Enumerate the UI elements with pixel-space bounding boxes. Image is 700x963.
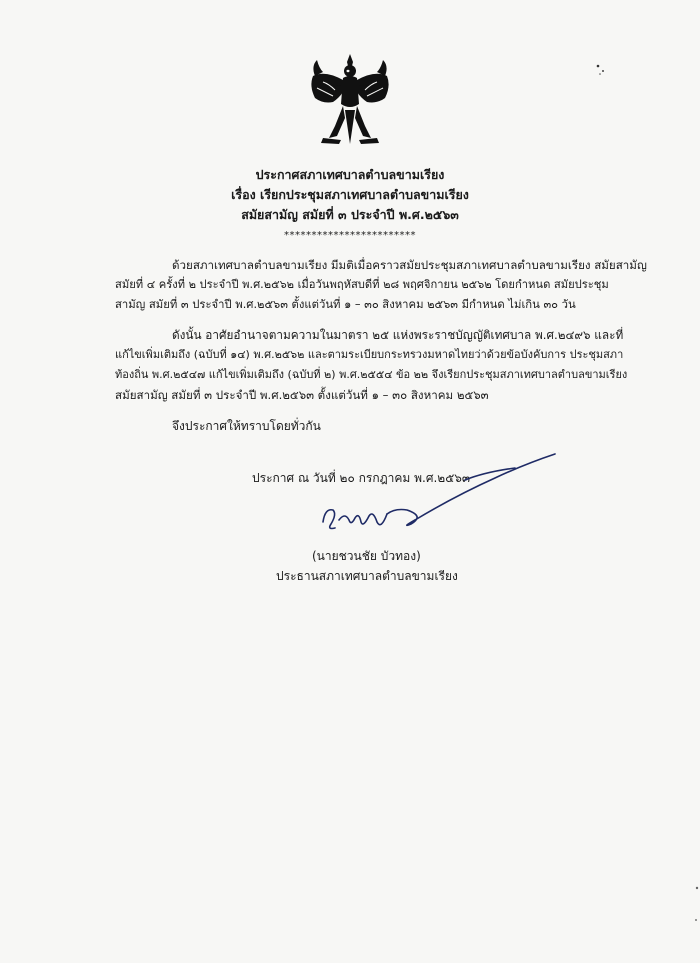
signer-title: ประธานสภาเทศบาลตำบลขามเรียง — [276, 569, 458, 583]
body-para1-line2: สมัยที่ ๔ ครั้งที่ ๒ ประจำปี พ.ศ.๒๕๖๒ เมื่อวันพฤหัสบดีที่ ๒๘ พฤศจิกายน ๒๕๖๒ โดยกำหนด สมัยประชุม — [115, 278, 609, 291]
body-para2-line2: แก้ไขเพิ่มเติมถึง (ฉบับที่ ๑๔) พ.ศ.๒๕๖๒ และตามระเบียบกระทรวงมหาดไทยว่าด้วยข้อบังคับการ ประชุมสภา — [115, 348, 624, 361]
body-para1-line3: สามัญ สมัยที่ ๓ ประจำปี พ.ศ.๒๕๖๓ ตั้งแต่วันที่ ๑ – ๓๐ สิงหาคม ๒๕๖๓ มีกำหนด ไม่เกิน ๓๐ วัน — [115, 298, 576, 311]
announcement-title: ประกาศสภาเทศบาลตำบลขามเรียง — [255, 167, 445, 182]
scan-edge-marks — [690, 880, 700, 940]
handwritten-signature — [315, 450, 575, 545]
signer-name: (นายชวนชัย บัวทอง) — [312, 549, 421, 563]
announce-date: ประกาศ ณ วันที่ ๒๐ กรกฎาคม พ.ศ.๒๕๖๓ — [252, 471, 471, 485]
heading-separator: ************************ — [284, 230, 416, 241]
garuda-emblem-icon — [303, 52, 397, 152]
announcement-subject: เรื่อง เรียกประชุมสภาเทศบาลตำบลขามเรียง — [231, 187, 469, 202]
body-para1-line1: ด้วยสภาเทศบาลตำบลขามเรียง มีมติเมื่อคราวสมัยประชุมสภาเทศบาลตำบลขามเรียง สมัยสามัญ — [172, 258, 647, 272]
body-para2-line3: ท้องถิ่น พ.ศ.๒๕๔๗ แก้ไขเพิ่มเติมถึง (ฉบับที่ ๒) พ.ศ.๒๕๕๔ ข้อ ๒๒ จึงเรียกประชุมสภาเทศบาลตำบลขามเรียง — [115, 368, 628, 381]
body-para2-line4: สมัยสามัญ สมัยที่ ๓ ประจำปี พ.ศ.๒๕๖๓ ตั้งแต่วันที่ ๑ – ๓๐ สิงหาคม ๒๕๖๓ — [115, 388, 489, 402]
body-para2-line1: ดังนั้น อาศัยอำนาจตามความในมาตรา ๒๕ แห่งพระราชบัญญัติเทศบาล พ.ศ.๒๔๙๖ และที่ — [172, 328, 624, 342]
announcement-session: สมัยสามัญ สมัยที่ ๓ ประจำปี พ.ศ.๒๕๖๓ — [241, 207, 459, 222]
scan-specks — [594, 63, 608, 77]
body-para3: จึงประกาศให้ทราบโดยทั่วกัน — [172, 419, 321, 433]
